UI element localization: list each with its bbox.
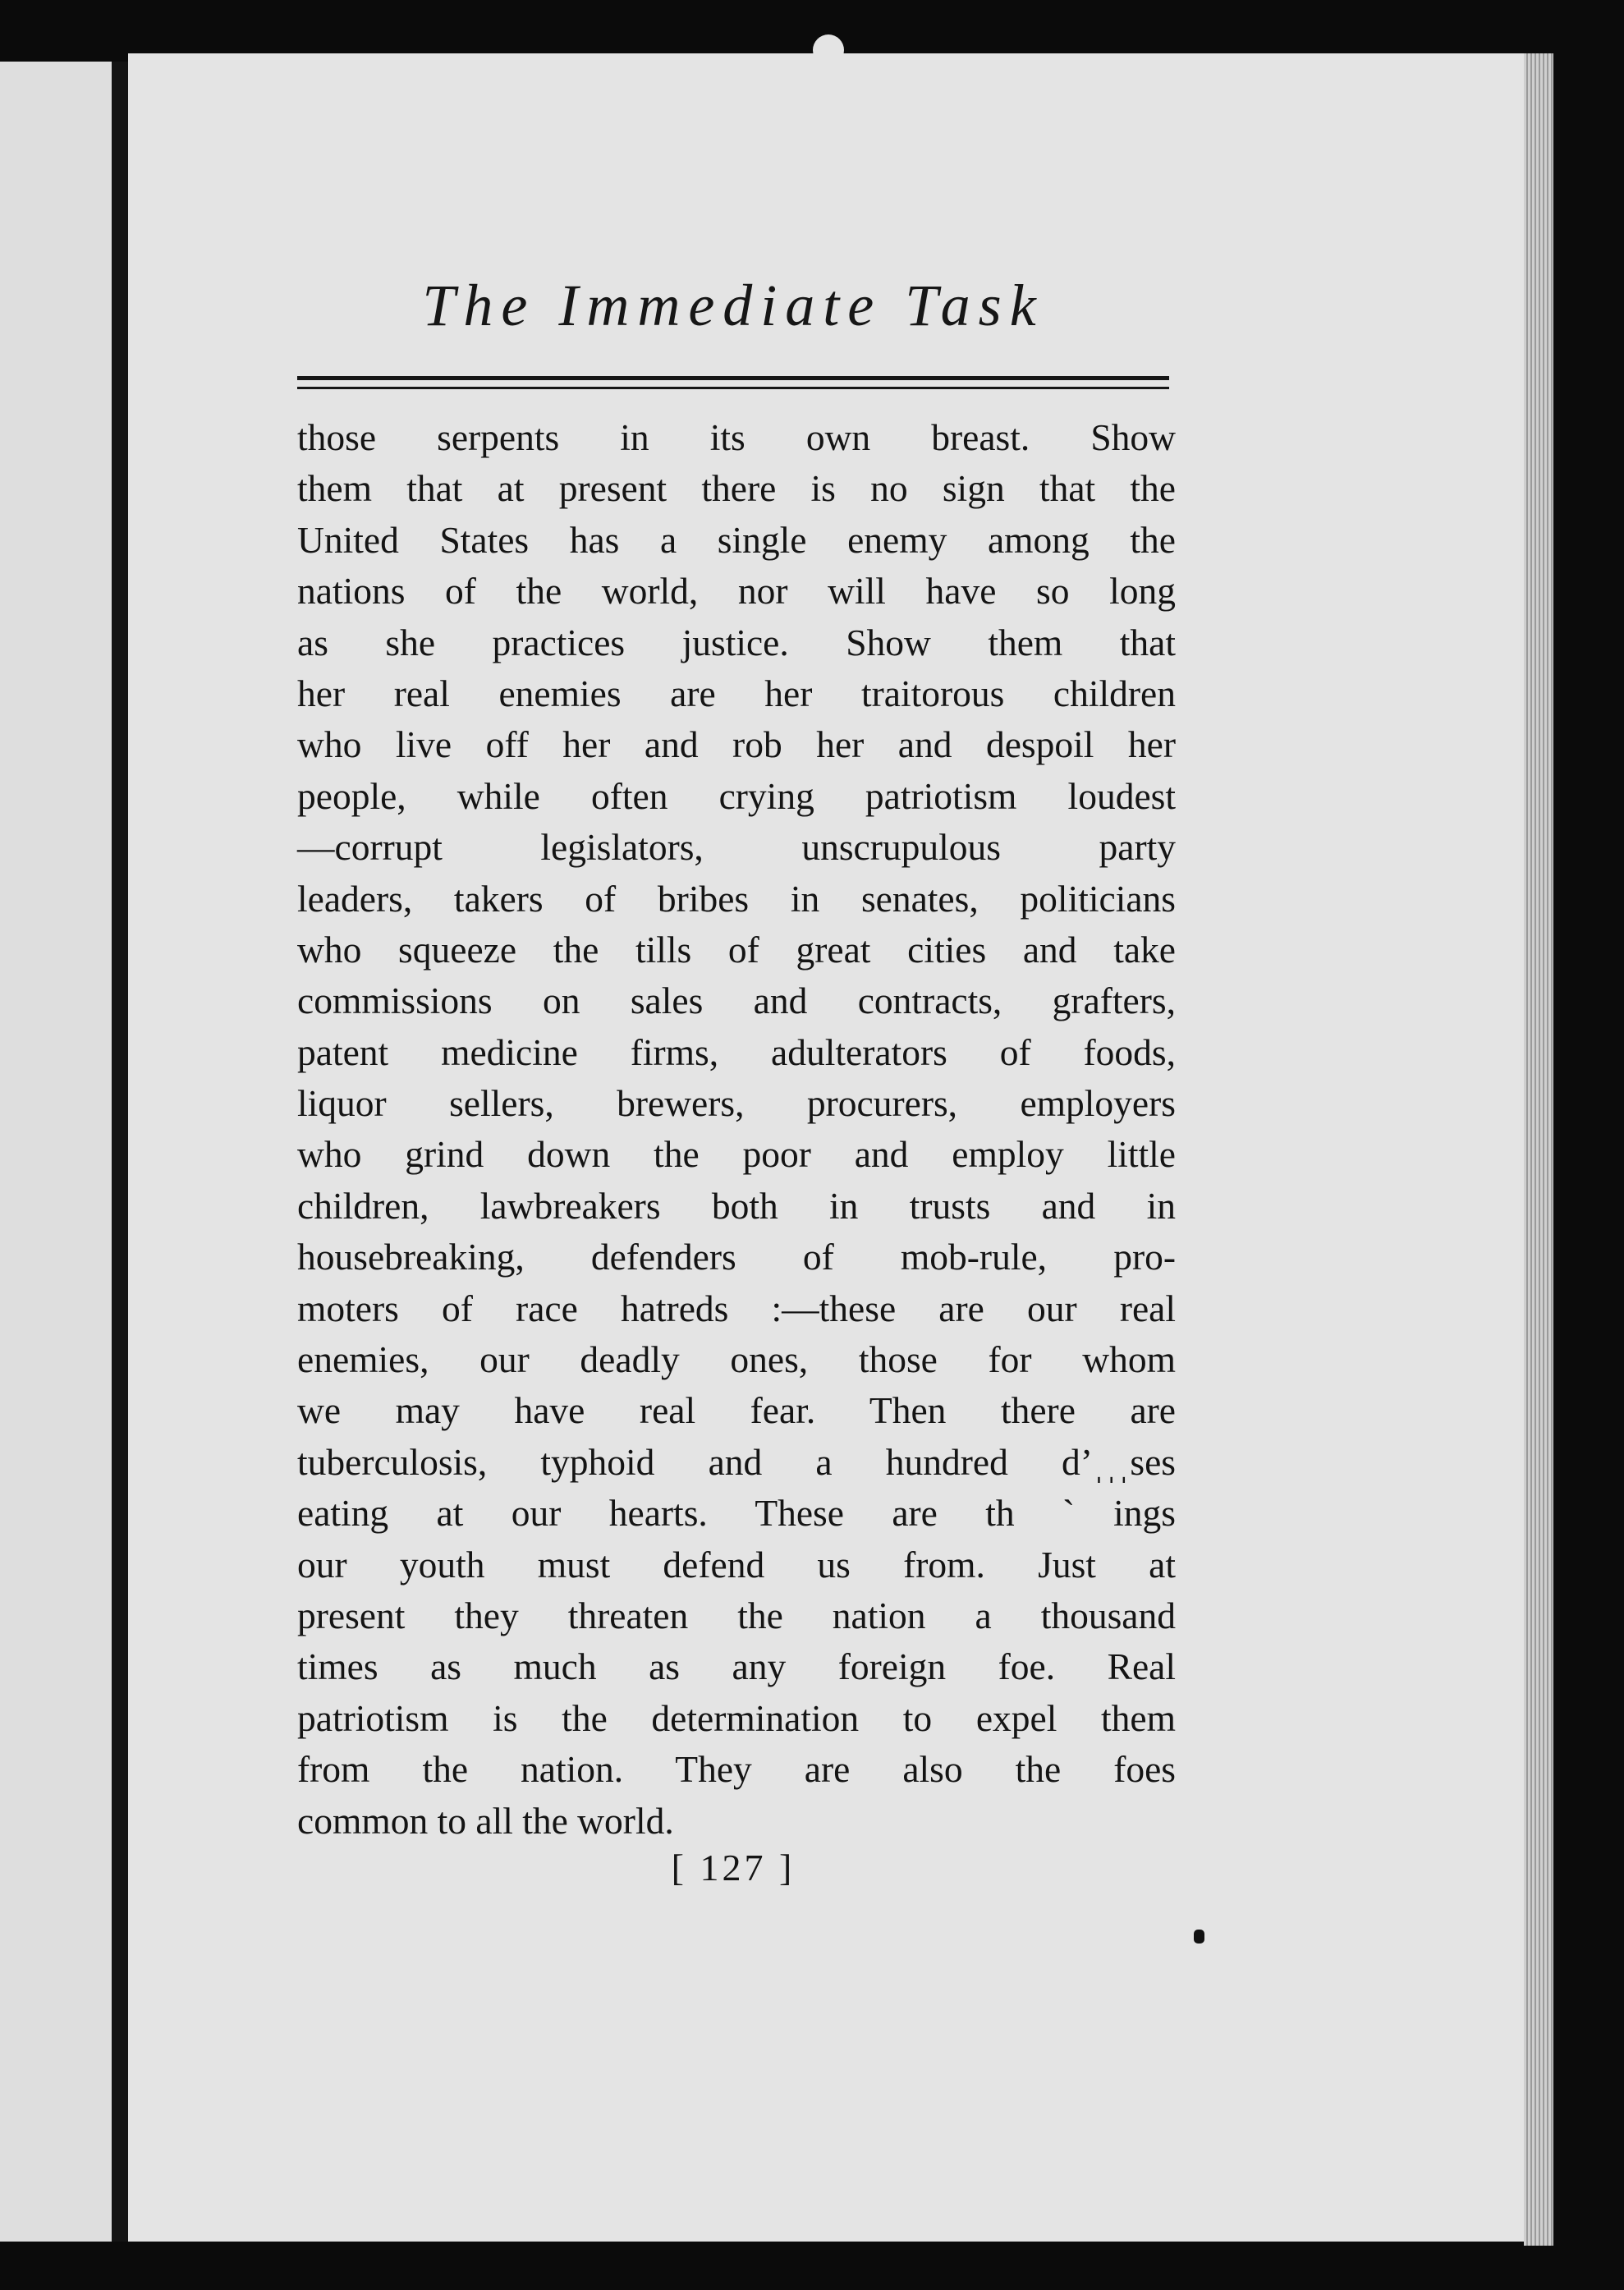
text-line: nations of the world, nor will have so long	[297, 570, 1176, 613]
text-line: our youth must defend us from. Just at	[297, 1543, 1176, 1586]
text-line: common to all the world.	[297, 1799, 674, 1842]
head-rule-thick	[297, 376, 1169, 380]
text-line: commissions on sales and contracts, grafters,	[297, 980, 1176, 1022]
text-line: United States has a single enemy among the	[297, 518, 1176, 561]
ink-speck	[1194, 1930, 1204, 1944]
text-line: from the nation. They are also the foes	[297, 1748, 1176, 1791]
text-line: leaders, takers of bribes in senates, politicians	[297, 877, 1176, 920]
text-line: who squeeze the tills of great cities and take	[297, 928, 1176, 971]
text-line: present they threaten the nation a thousand	[297, 1594, 1176, 1636]
book-gutter	[112, 62, 128, 2242]
text-line: her real enemies are her traitorous children	[297, 672, 1176, 714]
text-line: people, while often crying patriotism loudest	[297, 774, 1176, 817]
text-line: —corrupt legislators, unscrupulous party	[297, 826, 1176, 869]
text-line: patent medicine firms, adulterators of foods,	[297, 1030, 1176, 1073]
text-line: patriotism is the determination to expel them	[297, 1696, 1176, 1739]
text-line: as she practices justice. Show them that	[297, 621, 1176, 663]
page-number: [ 127 ]	[671, 1847, 796, 1888]
text-line: children, lawbreakers both in trusts and in	[297, 1184, 1176, 1227]
text-line: we may have real fear. Then there are	[297, 1389, 1176, 1432]
text-line: them that at present there is no sign that the	[297, 467, 1176, 510]
body-text	[297, 412, 1176, 1847]
text-line: times as much as any foreign foe. Real	[297, 1645, 1176, 1688]
page-notch	[813, 34, 844, 66]
text-line: liquor sellers, brewers, procurers, employers	[297, 1082, 1176, 1125]
head-rule-thin	[297, 387, 1169, 389]
text-line: tuberculosis, typhoid and a hundred d’ˌˌˌses	[297, 1440, 1176, 1483]
page-stack-edge	[1524, 53, 1553, 2246]
text-line: eating at our hearts. These are th ˋings	[297, 1492, 1176, 1535]
text-line: who grind down the poor and employ little	[297, 1133, 1176, 1176]
text-line: those serpents in its own breast. Show	[297, 416, 1176, 458]
facing-page-edge	[0, 62, 112, 2242]
running-head: The Immediate Task	[422, 273, 1044, 338]
text-line: who live off her and rob her and despoil her	[297, 723, 1176, 766]
text-line: moters of race hatreds :—these are our real	[297, 1287, 1176, 1329]
text-line: housebreaking, defenders of mob-rule, pro-	[297, 1236, 1176, 1278]
text-line: enemies, our deadly ones, those for whom	[297, 1338, 1176, 1381]
